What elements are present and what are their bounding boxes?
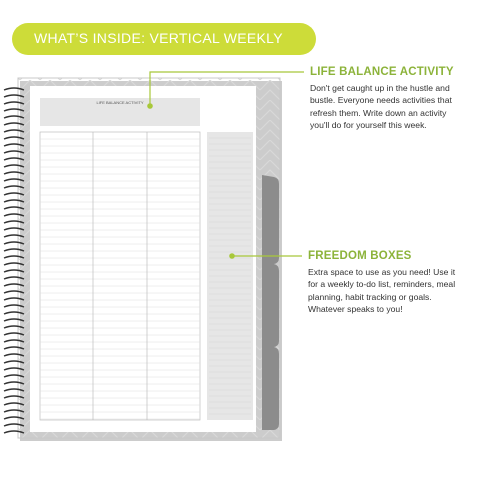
side-tabs xyxy=(262,175,279,430)
life-balance-label: LIFE BALANCE ACTIVITY xyxy=(96,100,144,105)
callout-life-balance xyxy=(310,66,462,132)
side-tab xyxy=(262,175,279,264)
callout-freedom-boxes xyxy=(308,250,460,316)
callout-body: Extra space to use as you need! Use it for a weekly to-do list, reminders, meal planning, habit tracking or goals. Whatever speaks to you! xyxy=(308,267,456,315)
callout-body: Don't get caught up in the hustle and bustle. Everyone needs activities that refresh them. Write down an activity you'll do for yourself this week. xyxy=(310,83,452,131)
callout-title: FREEDOM BOXES xyxy=(308,250,412,262)
side-tab xyxy=(262,345,279,430)
side-tab xyxy=(262,262,279,347)
banner-title: WHAT’S INSIDE: VERTICAL WEEKLY xyxy=(34,30,283,46)
callout-title: LIFE BALANCE ACTIVITY xyxy=(310,66,454,78)
lined-grid xyxy=(40,132,200,420)
